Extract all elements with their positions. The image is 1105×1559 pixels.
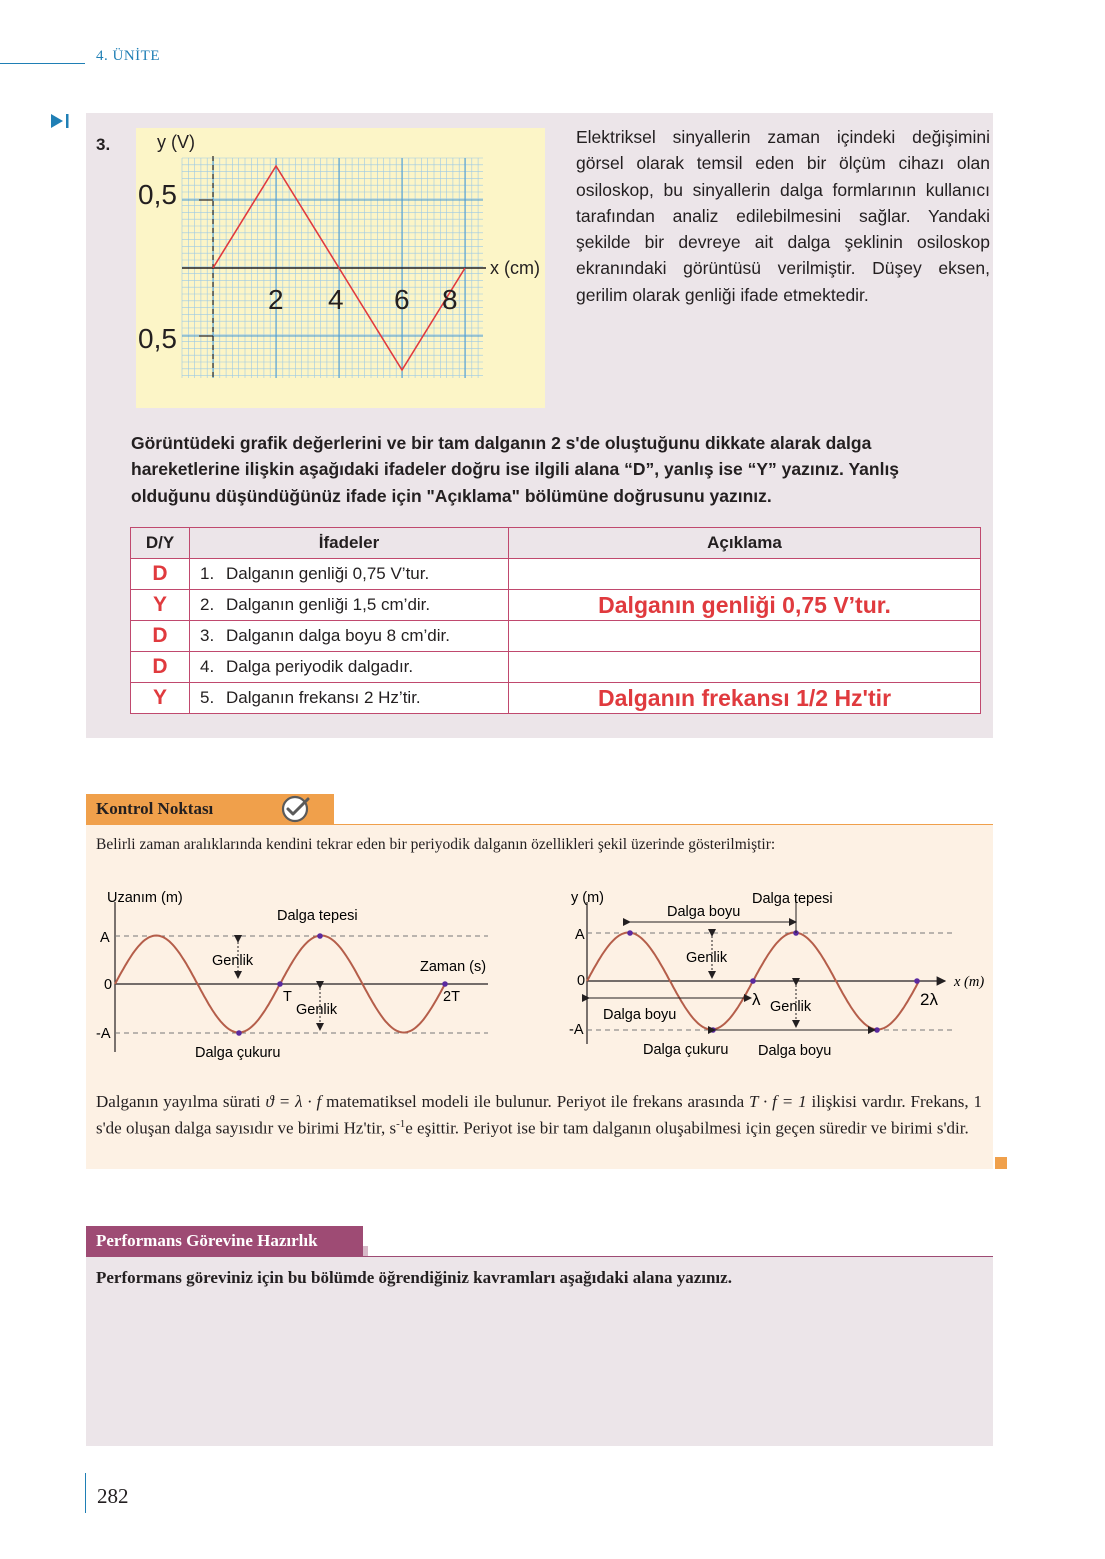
y-tick-top: 0,5 [138,179,177,210]
statement-number: 2. [200,595,215,614]
play-skip-icon[interactable] [50,113,72,129]
svg-text:Genlik: Genlik [770,999,812,1015]
table-row [131,683,981,714]
x-tick-6: 6 [394,284,410,315]
distance-wave-diagram [565,884,995,1069]
table-row [131,590,981,621]
statement-text: Dalganın frekansı 2 Hz’tir. [226,688,421,707]
svg-text:Genlik: Genlik [212,953,254,969]
question-description: Elektriksel sinyallerin zaman içindeki değişimini görsel olarak temsil eden bir ölçüm cihazı olan osiloskop, bu sinyallerin dalga formlarının kullanıcı tarafından analiz edilebilmesini sağlar. Yandaki şekilde bir devreye ait dalga şeklinin osiloskop ekranındaki görüntüsü verilmiştir. Düşey eksen, gerilim olarak genliği ifade etmektedir. [576,127,990,305]
time-wave-diagram [96,884,516,1069]
dy-answer-field[interactable]: D [131,621,190,652]
x-tick-2: 2 [268,284,284,315]
header-ifadeler: İfadeler [190,528,509,559]
y-tick-bottom: 0,5 [138,323,177,354]
explanation-field[interactable] [509,652,981,683]
svg-text:T: T [283,989,292,1005]
statement-cell [190,652,509,683]
kontrol-explanation: Dalganın yayılma sürati ϑ = λ · f matematiksel modeli ile bulunur. Periyot ile frekans arasında T · f = 1 ilişkisi vardır. Frekans, 1 s'de oluşan dalga sayısıdır ve birimi Hz'tir, $s^{-1}e$ eşittir. Periyot ise bir tam dalganın oluşabilmesi için geçen süredir ve birimi s'dir. [96,1092,983,1138]
statement-cell [190,683,509,714]
statement-number: 4. [200,657,215,676]
table-row [131,559,981,590]
section-end-marker [995,1157,1007,1169]
explanation-field[interactable]: Dalganın frekansı 1/2 Hz'tir [509,683,981,714]
explanation-field[interactable]: Dalganın genliği 0,75 V’tur. [509,590,981,621]
dy-answer-field[interactable]: D [131,652,190,683]
header-dy: D/Y [131,528,190,559]
svg-text:Genlik: Genlik [296,1002,338,1018]
explanation-field[interactable] [509,621,981,652]
svg-text:0: 0 [577,973,586,989]
performans-instruction: Performans göreviniz için bu bölümde öğrendiğiniz kavramları aşağıdaki alana yazınız. [96,1268,732,1287]
svg-text:2λ: 2λ [920,990,938,1009]
statement-number: 5. [200,688,215,707]
svg-text:A: A [100,930,110,946]
kontrol-title: Kontrol Noktası [96,799,214,818]
svg-text:Dalga çukuru: Dalga çukuru [195,1045,281,1061]
table-row [131,652,981,683]
svg-text:Uzanım (m): Uzanım (m) [107,890,183,906]
statement-number: 3. [200,626,215,645]
statement-cell [190,590,509,621]
svg-text:-A: -A [569,1022,584,1038]
svg-text:Dalga çukuru: Dalga çukuru [643,1042,729,1058]
svg-text:λ: λ [752,990,761,1009]
explanation-field[interactable] [509,559,981,590]
oscilloscope-chart [136,128,545,408]
header-rule [0,63,85,64]
svg-text:2T: 2T [443,989,460,1005]
svg-text:A: A [575,927,585,943]
kontrol-intro: Belirli zaman aralıklarında kendini tekrar eden bir periyodik dalganın özellikleri şekil üzerinde gösterilmiştir: [96,836,776,853]
svg-text:-A: -A [96,1026,111,1042]
x-tick-4: 4 [328,284,344,315]
statement-cell [190,559,509,590]
question-number: 3. [96,135,111,154]
statements-table [130,527,981,714]
header-aciklama: Açıklama [509,528,981,559]
svg-text:Zaman (s): Zaman (s) [420,959,487,975]
svg-text:Dalga boyu: Dalga boyu [667,904,741,920]
dy-answer-field[interactable]: Y [131,590,190,621]
statement-number: 1. [200,564,215,583]
x-axis-label: x (cm) [490,258,540,278]
statement-text: Dalganın genliği 0,75 V’tur. [226,564,430,583]
svg-text:Dalga boyu: Dalga boyu [603,1007,677,1023]
svg-text:0: 0 [104,977,113,993]
y-axis-label: y (V) [157,132,195,152]
svg-text:Dalga tepesi: Dalga tepesi [277,908,358,924]
dy-answer-field[interactable]: Y [131,683,190,714]
unit-title: 4. ÜNİTE [96,48,160,64]
question-instruction: Görüntüdeki grafik değerlerini ve bir tam dalganın 2 s'de oluştuğunu dikkate alarak dalga hareketlerine ilişkin aşağıdaki ifadeler doğru ise ilgili alana “D”, yanlış ise “Y” yazınız. Yanlış olduğunu düşündüğünüz ifade için "Açıklama" bölümüne doğrusunu yazınız. [131,433,900,506]
table-row [131,621,981,652]
footer-rule [85,1473,86,1513]
statement-cell [190,621,509,652]
dy-answer-field[interactable]: D [131,559,190,590]
x-tick-8: 8 [442,284,458,315]
statement-text: Dalganın genliği 1,5 cm’dir. [226,595,431,614]
performans-title: Performans Görevine Hazırlık [96,1231,318,1250]
svg-text:x (m): x (m) [954,974,985,990]
svg-text:Dalga boyu: Dalga boyu [758,1043,832,1059]
table-header-row [131,528,981,559]
statement-text: Dalga periyodik dalgadır. [226,657,414,676]
checkmark-badge-icon [280,795,312,823]
page-number: 282 [97,1484,129,1508]
statement-text: Dalganın dalga boyu 8 cm’dir. [226,626,450,645]
svg-text:Dalga tepesi: Dalga tepesi [752,891,833,907]
svg-text:Genlik: Genlik [686,950,728,966]
svg-text:y (m): y (m) [571,890,605,906]
